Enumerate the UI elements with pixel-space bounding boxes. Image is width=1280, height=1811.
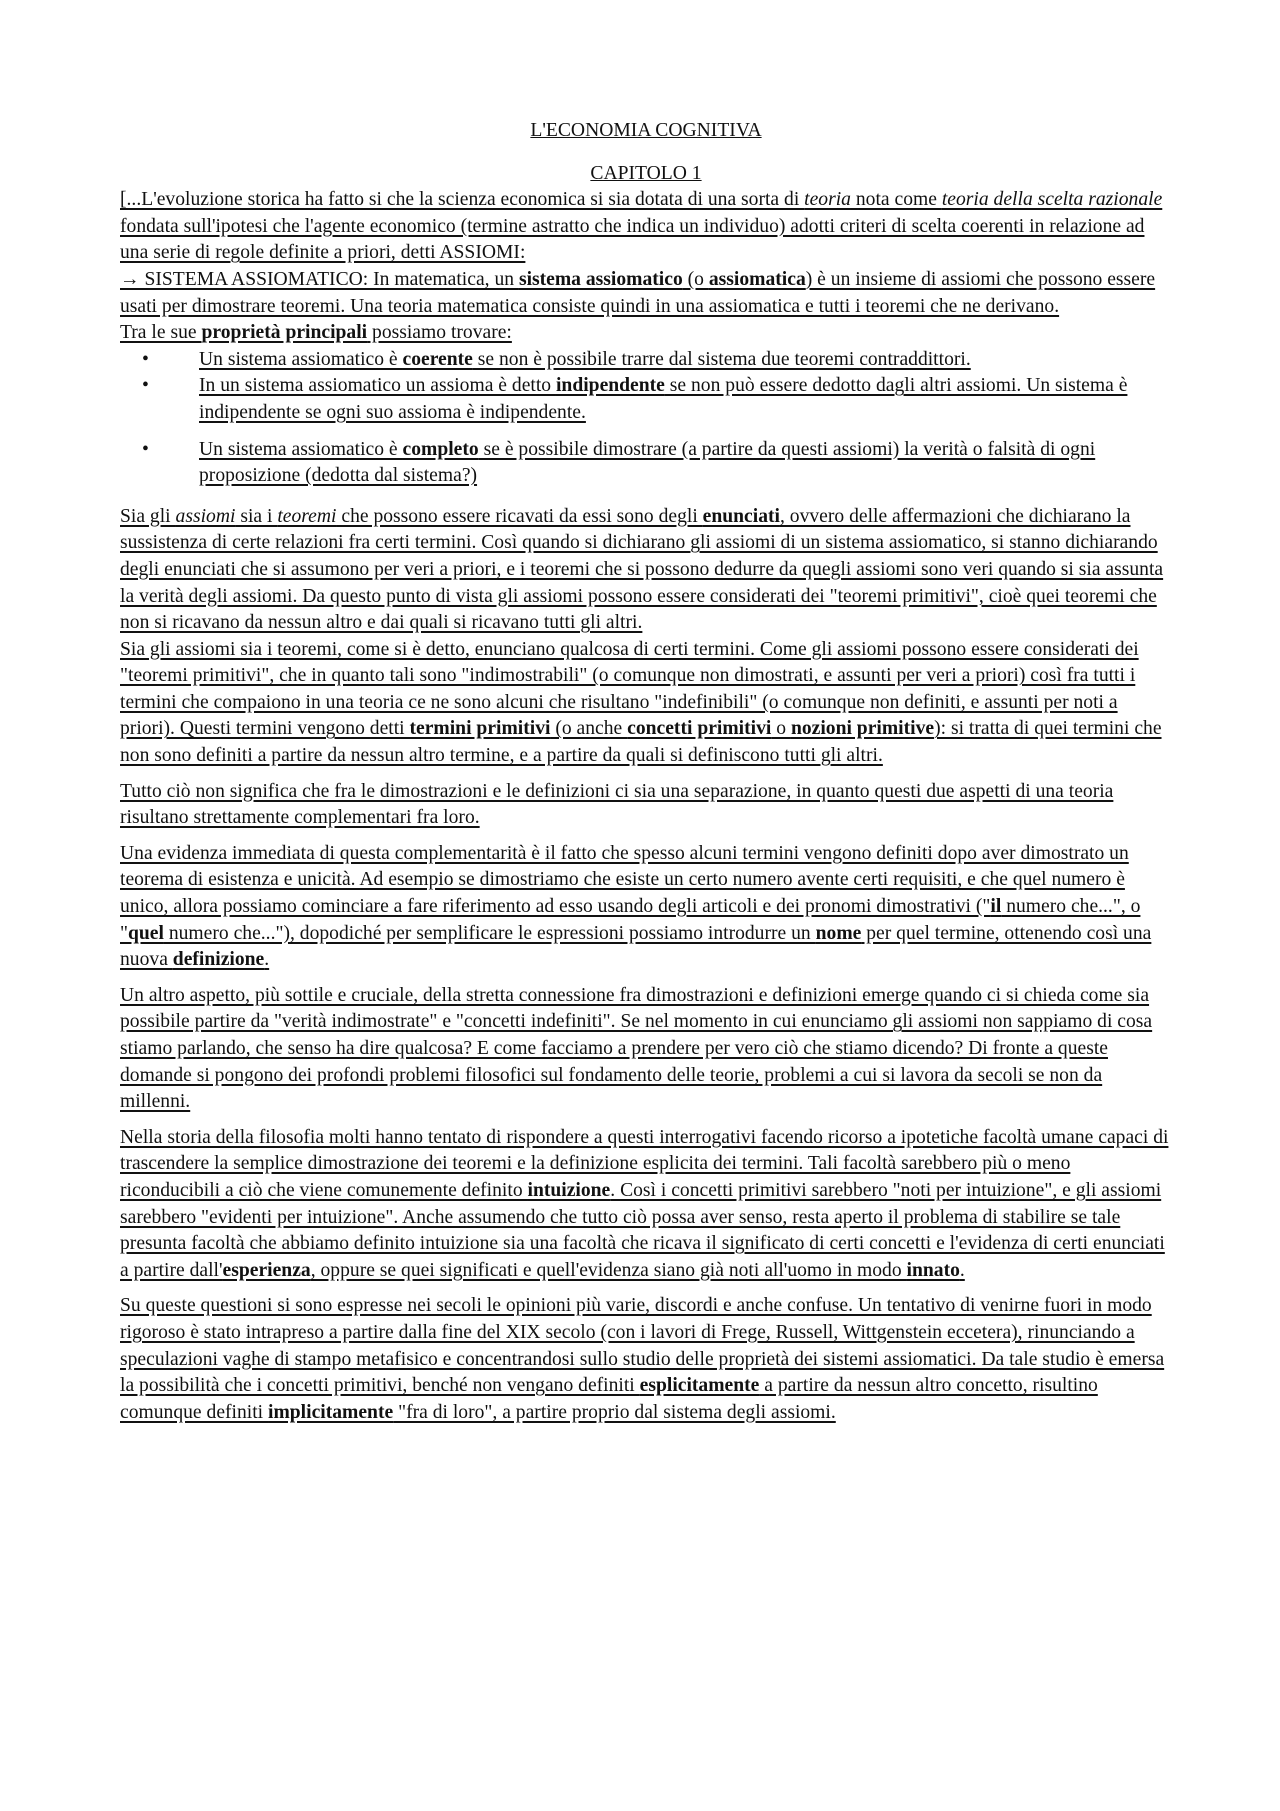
sistema-assiomatico-paragraph: → SISTEMA ASSIOMATICO: In matematica, un sistema assiomatico (o assiomatica) è un insieme di assiomi che possono essere usati per dimostrare teoremi. Una teoria matematica consiste quindi in una assiomatica e tutti i teoremi che ne derivano.: [120, 268, 1156, 317]
filosofia-paragraph: Nella storia della filosofia molti hanno tentato di rispondere a questi interrogativi facendo ricorso a ipotetiche facoltà umane capaci di trascendere la semplice dimostrazione dei teoremi e la definizione esplicita dei termini. Tali facoltà sarebbero più o meno riconducibili a ciò che viene comunemente definito intuizione. Così i concetti primitivi sarebbero "noti per intuizione", e gli assiomi sarebbero "evidenti per intuizione". Anche assumendo che tutto ciò possa aver senso, resta aperto il problema di stabilire se tale presunta facoltà che abbiamo definito intuizione sia una facoltà che ricava il significato di certi concetti e l'evidenza di certi enunciati a partire dall'esperienza, oppure se quei significati e quell'evidenza siano già noti all'uomo in modo innato.: [120, 1126, 1169, 1281]
chapter-heading: CAPITOLO 1: [590, 162, 702, 184]
list-item: • Un sistema assiomatico è coerente se non è possibile trarre dal sistema due teoremi contraddittori.: [120, 347, 1172, 374]
termini-primitivi-paragraph: Sia gli assiomi sia i teoremi, come si è detto, enunciano qualcosa di certi termini. Come gli assiomi possono essere considerati dei "teoremi primitivi", che in quanto tali sono "indimostrabili" (o comunque non dimostrati, e assunti per veri a priori) così fra tutti i termini che compaiono in una teoria ce ne sono alcuni che risultano "indefinibili" (o comunque non definiti, e assunti per noti a priori). Questi termini vengono detti termini primitivi (o anche concetti primitivi o nozioni primitive): si tratta di quei termini che non sono definiti a partire da nessun altro termine, e a partire da quali si definiscono tutti gli altri.: [120, 638, 1162, 767]
document-title: L'ECONOMIA COGNITIVA: [530, 120, 762, 141]
questioni-paragraph: Su queste questioni si sono espresse nei secoli le opinioni più varie, discordi e anche confuse. Un tentativo di venirne fuori in modo rigoroso è stato intrapreso a partire dalla fine del XIX secolo (con i lavori di Frege, Russell, Wittgenstein eccetera), rinunciando a speculazioni vaghe di stampo metafisico e concentrandosi sullo studio delle proprietà dei sistemi assiomatici. Da tale studio è emersa la possibilità che i concetti primitivi, benché non vengano definiti esplicitamente a partire da nessun altro concetto, risultino comunque definiti implicitamente "fra di loro", a partire proprio dal sistema degli assiomi.: [120, 1295, 1165, 1423]
bullet-icon: •: [142, 438, 149, 460]
list-item: • In un sistema assiomatico un assioma è detto indipendente se non può essere dedotto dagli altri assiomi. Un sistema è indipendente se ogni suo assioma è indipendente.: [142, 375, 1128, 423]
separazione-paragraph: Tutto ciò non significa che fra le dimostrazioni e le definizioni ci sia una separazione, in quanto questi due aspetti di una teoria risultano strettamente complementari fra loro.: [120, 780, 1114, 829]
bullet-icon: •: [142, 348, 149, 370]
document-page: [120, 118, 1172, 1426]
list-item: • Un sistema assiomatico è completo se è possibile dimostrare (a partire da questi assiomi) la verità o falsità di ogni proposizione (dedotta dal sistema?): [142, 438, 1096, 487]
properties-list: [120, 347, 1172, 490]
enunciati-paragraph: Sia gli assiomi sia i teoremi che possono essere ricavati da essi sono degli enunciati, ovvero delle affermazioni che dichiarano la sussistenza di certe relazioni fra certi termini. Così quando si dichiarano gli assiomi di un sistema assiomatico, si stanno dichiarando degli enunciati che si assumono per veri a priori, e i teoremi che si possono dedurre da quegli assiomi sono veri quando si sia assunta la verità degli assiomi. Da questo punto di vista gli assiomi possono essere considerati dei "teoremi primitivi", cioè quei teoremi che non si ricavano da nessun altro e dai quali si ricavano tutti gli altri.: [120, 505, 1164, 634]
intro-paragraph: [...L'evoluzione storica ha fatto si che la scienza economica si sia dotata di una sorta di teoria nota come teoria della scelta razionale fondata sull'ipotesi che l'agente economico (termine astratto che indica un individuo) adotti criteri di scelta coerenti in relazione ad una serie di regole definite a priori, detti ASSIOMI:: [120, 189, 1163, 264]
bullet-icon: •: [142, 375, 149, 397]
evidenza-paragraph: Una evidenza immediata di questa complementarità è il fatto che spesso alcuni termini vengono definiti dopo aver dimostrato un teorema di esistenza e unicità. Ad esempio se dimostriamo che esiste un certo numero avente certi requisiti, e che quel numero è unico, allora possiamo cominciare a fare riferimento ad esso usando degli articoli e dei pronomi dimostrativi ("il numero che...", o "quel numero che..."), dopodiché per semplificare le espressioni possiamo introdurre un nome per quel termine, ottenendo così una nuova definizione.: [120, 842, 1152, 971]
aspetto-paragraph: Un altro aspetto, più sottile e cruciale, della stretta connessione fra dimostrazioni e definizioni emerge quando ci si chieda come sia possibile partire da "verità indimostrate" e "concetti indefiniti". Se nel momento in cui enunciamo gli assiomi non sappiamo di cosa stiamo parlando, che senso ha dire qualcosa? E come facciamo a prendere per vero ciò che stiamo dicendo? Di fronte a queste domande si pongono dei profondi problemi filosofici sul fondamento delle teorie, problemi a cui si lavora da secoli se non da millenni.: [120, 984, 1153, 1113]
proprieta-paragraph: Tra le sue proprietà principali possiamo trovare:: [120, 322, 512, 344]
